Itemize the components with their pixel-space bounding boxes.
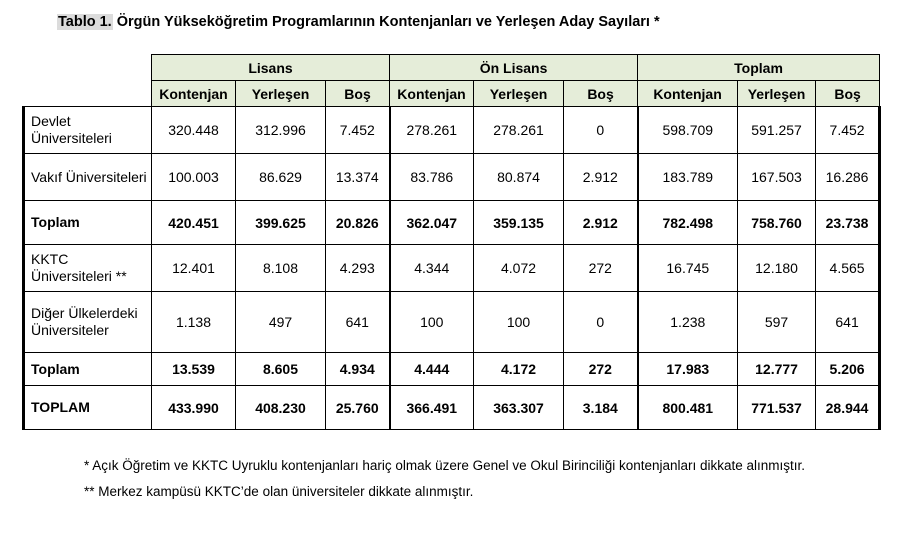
group-header: Lisans (152, 55, 390, 81)
table-row (24, 292, 880, 353)
table-row (24, 245, 880, 292)
cell: 167.503 (738, 154, 816, 201)
cell: 782.498 (638, 201, 738, 245)
cell: 2.912 (564, 201, 638, 245)
cell: 4.444 (390, 353, 474, 386)
cell: 16.286 (816, 154, 880, 201)
cell: 100 (390, 292, 474, 353)
subtotal-row (24, 201, 880, 245)
cell: 4.072 (474, 245, 564, 292)
cell: 86.629 (236, 154, 326, 201)
table-row (24, 154, 880, 201)
cell: 25.760 (326, 386, 390, 430)
cell: 598.709 (638, 107, 738, 154)
footnote: ** Merkez kampüsü KKTC’de olan üniversiteler dikkate alınmıştır. (84, 484, 474, 499)
table-row (24, 107, 880, 154)
cell: 80.874 (474, 154, 564, 201)
cell: 420.451 (152, 201, 236, 245)
column-header: Yerleşen (474, 81, 564, 107)
row-label: KKTC Üniversiteleri ** (24, 245, 152, 292)
row-label: Vakıf Üniversiteleri (24, 154, 152, 201)
table-title-label: Tablo 1. (58, 14, 112, 30)
column-header: Kontenjan (152, 81, 236, 107)
row-label: Diğer Ülkelerdeki Üniversiteler (24, 292, 152, 353)
cell: 8.108 (236, 245, 326, 292)
table-title (57, 14, 660, 30)
cell: 1.138 (152, 292, 236, 353)
group-header: Toplam (638, 55, 880, 81)
cell: 4.344 (390, 245, 474, 292)
cell: 771.537 (738, 386, 816, 430)
cell: 433.990 (152, 386, 236, 430)
column-header: Boş (564, 81, 638, 107)
subtotal-row (24, 353, 880, 386)
cell: 12.180 (738, 245, 816, 292)
cell: 320.448 (152, 107, 236, 154)
cell: 4.293 (326, 245, 390, 292)
cell: 312.996 (236, 107, 326, 154)
cell: 362.047 (390, 201, 474, 245)
cell: 83.786 (390, 154, 474, 201)
cell: 17.983 (638, 353, 738, 386)
cell: 359.135 (474, 201, 564, 245)
sub-header-row (24, 81, 880, 107)
cell: 5.206 (816, 353, 880, 386)
cell: 183.789 (638, 154, 738, 201)
cell: 20.826 (326, 201, 390, 245)
cell: 800.481 (638, 386, 738, 430)
cell: 0 (564, 292, 638, 353)
cell: 366.491 (390, 386, 474, 430)
cell: 100 (474, 292, 564, 353)
cell: 0 (564, 107, 638, 154)
cell: 100.003 (152, 154, 236, 201)
cell: 13.374 (326, 154, 390, 201)
footnote: * Açık Öğretim ve KKTC Uyruklu kontenjanları hariç olmak üzere Genel ve Okul Birinciliği kontenjanları dikkate alınmıştır. (84, 458, 806, 473)
corner-blank (24, 81, 152, 107)
cell: 8.605 (236, 353, 326, 386)
cell: 16.745 (638, 245, 738, 292)
column-header: Yerleşen (738, 81, 816, 107)
corner-blank (24, 55, 152, 81)
grand-total-row (24, 386, 880, 430)
cell: 7.452 (326, 107, 390, 154)
cell: 399.625 (236, 201, 326, 245)
cell: 408.230 (236, 386, 326, 430)
cell: 597 (738, 292, 816, 353)
row-label: Devlet Üniversiteleri (24, 107, 152, 154)
cell: 2.912 (564, 154, 638, 201)
column-header: Boş (816, 81, 880, 107)
footnotes (84, 456, 814, 508)
cell: 641 (816, 292, 880, 353)
group-header-row (24, 55, 880, 81)
cell: 7.452 (816, 107, 880, 154)
cell: 278.261 (474, 107, 564, 154)
cell: 1.238 (638, 292, 738, 353)
cell: 641 (326, 292, 390, 353)
column-header: Boş (326, 81, 390, 107)
cell: 272 (564, 353, 638, 386)
cell: 758.760 (738, 201, 816, 245)
cell: 497 (236, 292, 326, 353)
data-table (22, 54, 881, 430)
cell: 3.184 (564, 386, 638, 430)
cell: 28.944 (816, 386, 880, 430)
cell: 12.777 (738, 353, 816, 386)
cell: 591.257 (738, 107, 816, 154)
column-header: Yerleşen (236, 81, 326, 107)
cell: 13.539 (152, 353, 236, 386)
group-header: Ön Lisans (390, 55, 638, 81)
cell: 12.401 (152, 245, 236, 292)
row-label: Toplam (24, 353, 152, 386)
column-header: Kontenjan (390, 81, 474, 107)
cell: 272 (564, 245, 638, 292)
column-header: Kontenjan (638, 81, 738, 107)
cell: 23.738 (816, 201, 880, 245)
cell: 4.172 (474, 353, 564, 386)
cell: 278.261 (390, 107, 474, 154)
row-label: TOPLAM (24, 386, 152, 430)
table-title-text: Örgün Yükseköğretim Programlarının Kontenjanları ve Yerleşen Aday Sayıları * (116, 14, 660, 30)
row-label: Toplam (24, 201, 152, 245)
cell: 4.934 (326, 353, 390, 386)
cell: 363.307 (474, 386, 564, 430)
cell: 4.565 (816, 245, 880, 292)
